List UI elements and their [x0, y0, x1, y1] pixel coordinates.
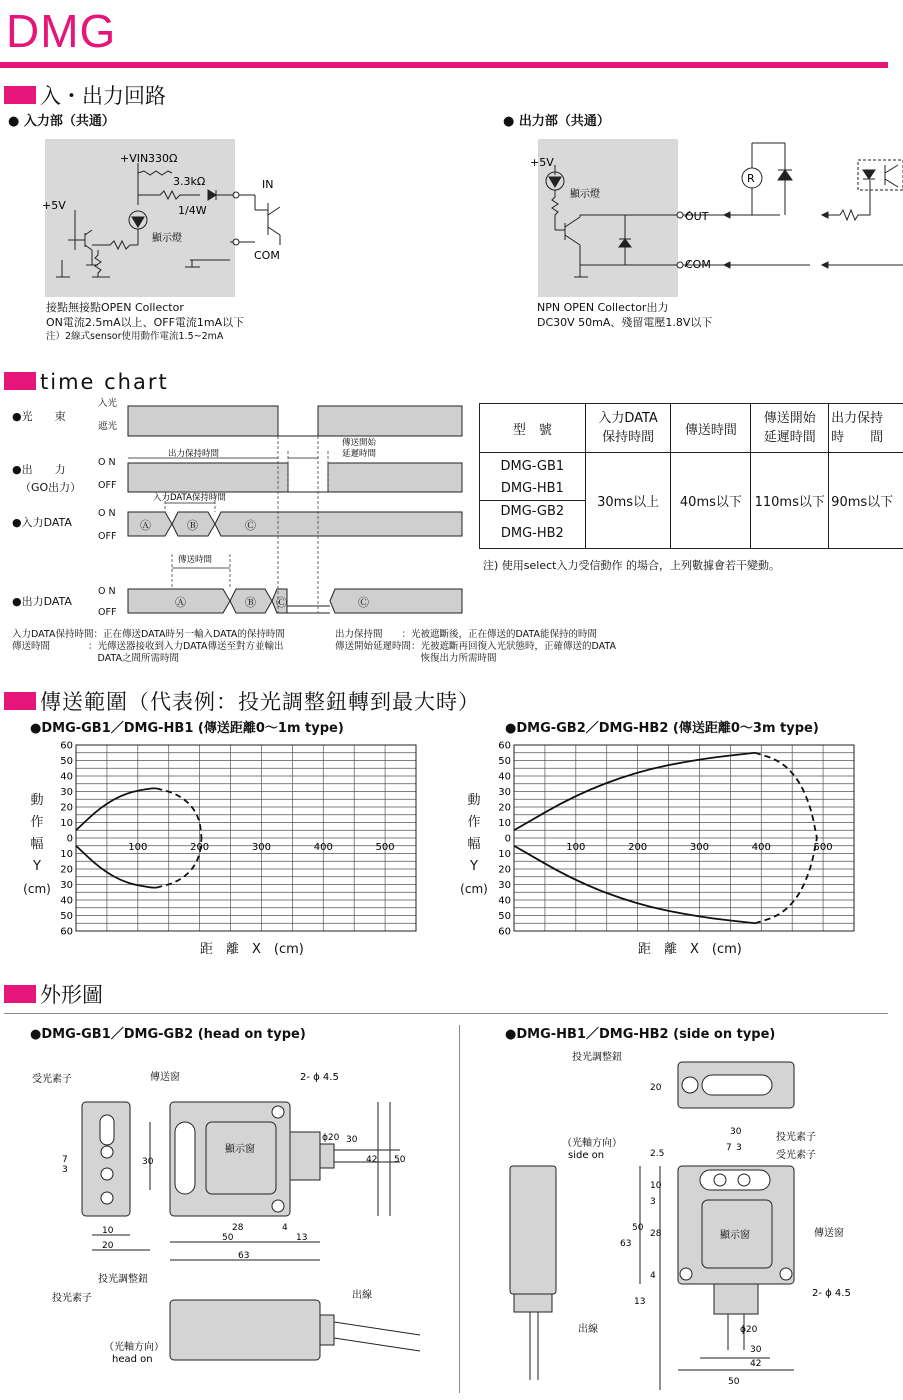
out-label-lamp: 顯示燈 [570, 189, 600, 200]
tc-mark-c3: Ⓒ [358, 596, 369, 609]
timechart-waveforms [120, 396, 470, 618]
ol-dim-50b: 50 [394, 1155, 406, 1165]
y-tick-label: 40 [498, 771, 511, 783]
y-tick-label: 60 [60, 926, 73, 938]
spec-header-delay: 傳送開始 延遲時間 [751, 404, 829, 453]
outline-right-title: ●DMG-HB1／DMG-HB2 (side on type) [505, 1027, 776, 1042]
outline-left-title: ●DMG-GB1／DMG-GB2 (head on type) [30, 1027, 306, 1042]
section-marker [4, 372, 36, 390]
ol-dim-phi20: ϕ20 [322, 1133, 340, 1143]
label-vin: +VIN [120, 152, 149, 165]
or-label-disp: 顯示窗 [720, 1230, 750, 1241]
tc-legend-right-3: 恢復出力所需時間 [335, 653, 497, 664]
x-tick-label: 400 [313, 842, 333, 853]
input-circuit-diagram [40, 135, 340, 305]
output-circuit-heading: ● 出力部（共通） [503, 114, 610, 129]
or-dim-13: 13 [634, 1297, 646, 1307]
input-circuit-heading: ● 入力部（共通） [8, 114, 115, 129]
or-dim-4: 4 [650, 1271, 656, 1281]
chart2-ylabel-3: 幅 [467, 837, 481, 852]
or-label-axis1: （光軸方向） [562, 1138, 622, 1149]
chart2-ylabel-5: (cm) [460, 882, 488, 896]
y-tick-label: 40 [60, 895, 73, 907]
tc-legend-left-2: 傳送時間 ：光傳送器接收到入力DATA傳送至對方並輸出 [12, 641, 284, 652]
y-tick-label: 10 [498, 849, 511, 860]
spec-model-1: DMG-GB1 [500, 459, 565, 474]
label-r33k: 3.3kΩ [173, 175, 206, 188]
spec-header-outhold: 出力保持 時 間 [829, 404, 903, 453]
tc-beam-hi: 入光 [98, 398, 118, 409]
or-label-window: 傳送窗 [814, 1228, 844, 1239]
spec-header-send: 傳送時間 [671, 404, 751, 453]
x-tick-label: 400 [751, 842, 771, 853]
spec-model-2: DMG-HB1 [500, 481, 564, 496]
y-tick-label: 60 [60, 740, 73, 752]
y-tick-label: 20 [60, 864, 73, 876]
x-tick-label: 500 [375, 842, 395, 853]
x-tick-label: 200 [190, 842, 210, 853]
tc-ann-delay1: 傳送開始 [342, 438, 377, 448]
or-dim-20: 20 [650, 1083, 662, 1093]
or-dim-30: 30 [730, 1127, 742, 1137]
out-label-plus5v: +5V [530, 156, 554, 169]
chart-grid [514, 745, 854, 931]
y-tick-label: 30 [498, 880, 511, 891]
section-outline-heading [4, 979, 103, 1009]
y-tick-label: 50 [60, 756, 73, 767]
y-tick-label: 50 [60, 911, 73, 922]
tc-ann-datahold: 入力DATA保持時間 [153, 493, 226, 503]
y-tick-label: 30 [60, 787, 73, 798]
ol-dim-30: 30 [142, 1157, 154, 1167]
page-title: DMG [6, 5, 117, 57]
tc-legend-right-2: 傳送開始延遲時間：光被遮斷再回復入光狀態時，正確傳送的DATA [335, 641, 616, 652]
y-tick-label: 40 [498, 895, 511, 907]
label-watt: 1/4W [178, 204, 207, 217]
y-tick-label: 10 [498, 818, 511, 829]
range-chart-1 [50, 738, 430, 938]
output-note-1: NPN OPEN Collector出力 [537, 301, 669, 314]
spec-value-outhold: 90ms以下 [829, 453, 903, 549]
ol-label-axis1: （光軸方向） [104, 1342, 164, 1353]
chart2-title: ●DMG-GB2／DMG-HB2 (傳送距離0～3m type) [505, 721, 819, 736]
tc-mark-b: Ⓑ [187, 519, 198, 532]
tc-outdata-hi: O N [98, 586, 116, 597]
spec-table [479, 403, 903, 549]
output-circuit-diagram [530, 135, 903, 305]
or-label-cable: 出線 [578, 1324, 598, 1335]
or-dim-63: 63 [620, 1239, 632, 1249]
tc-output-lo: OFF [98, 480, 117, 491]
spec-header-hold: 入力DATA 保持時間 [585, 404, 671, 453]
or-dim-42: 42 [750, 1359, 762, 1369]
tc-row-output: ●出 力 [12, 463, 66, 476]
ol-label-axis2: head on [112, 1354, 153, 1365]
ol-dim-63: 63 [238, 1251, 250, 1261]
outline-divider [459, 1025, 460, 1393]
section-outline-title: 外形圖 [40, 983, 103, 1007]
input-note-3: 注）2線式sensor使用動作電流1.5~2mA [46, 331, 224, 342]
tc-mark-c: Ⓒ [245, 519, 256, 532]
ol-dim-7: 7 [62, 1155, 68, 1165]
label-r330: 330Ω [148, 152, 178, 165]
tc-outdata-lo: OFF [98, 607, 117, 618]
label-plus5v: +5V [42, 199, 66, 212]
or-dim-30b: 30 [750, 1345, 762, 1355]
y-tick-label: 0 [504, 833, 511, 845]
tc-legend-left-1: 入力DATA保持時間：正在傳送DATA時另一輸入DATA的保持時間 [12, 629, 285, 640]
input-note-1: 接點無接點OPEN Collector [46, 301, 184, 314]
x-tick-label: 200 [628, 842, 648, 853]
ol-label-knob: 投光調整鈕 [98, 1274, 148, 1285]
ol-dim-4: 4 [282, 1223, 288, 1233]
section-marker [4, 86, 36, 104]
y-tick-label: 20 [498, 802, 511, 814]
ol-dim-3: 3 [62, 1165, 68, 1175]
spec-models-cell [480, 453, 586, 549]
section-io-title: 入・出力回路 [40, 84, 166, 108]
ol-label-window: 傳送窗 [150, 1072, 180, 1083]
y-tick-label: 60 [498, 740, 511, 752]
chart1-ylabel-1: 動 [30, 793, 44, 808]
tc-mark-b2: Ⓑ [245, 596, 256, 609]
series-line-0 [76, 788, 156, 830]
ol-label-emit: 投光素子 [52, 1293, 92, 1304]
outline-left-drawing [20, 1060, 450, 1395]
tc-mark-c2: Ⓒ [276, 596, 287, 609]
spec-model-4: DMG-HB2 [500, 526, 564, 541]
series-line-1 [755, 753, 817, 838]
tc-legend-right [335, 629, 665, 665]
header-rule [0, 62, 888, 68]
spec-model-3: DMG-GB2 [480, 500, 585, 523]
out-label-r: R [747, 172, 755, 185]
ol-dim-42: 42 [366, 1155, 378, 1165]
chart2-xlabel: 距 離 X (cm) [638, 942, 742, 957]
spec-header-model: 型 號 [480, 404, 586, 453]
out-label-out: OUT [685, 210, 709, 223]
spec-note: 注) 使用select入力受信動作 的場合，上列數據會若干變動。 [483, 559, 780, 572]
or-dim-50b: 50 [728, 1377, 740, 1387]
outline-right-drawing [470, 1040, 900, 1395]
or-dim-50: 50 [632, 1223, 644, 1233]
ol-label-recv: 受光素子 [32, 1074, 72, 1085]
ol-label-hole: 2- ϕ 4.5 [300, 1072, 339, 1083]
label-lamp: 顯示燈 [152, 233, 182, 244]
y-tick-label: 30 [498, 787, 511, 798]
y-tick-label: 50 [498, 756, 511, 767]
outline-rule [4, 1013, 888, 1014]
or-dim-25: 2.5 [650, 1149, 665, 1159]
range-chart-2 [488, 738, 868, 938]
y-tick-label: 30 [60, 880, 73, 891]
tc-indata-lo: OFF [98, 531, 117, 542]
ol-dim-10: 10 [102, 1226, 114, 1236]
tc-mark-a: Ⓐ [140, 519, 151, 532]
label-com: COM [254, 249, 280, 262]
y-tick-label: 10 [60, 849, 73, 860]
or-dim-3b: 3 [650, 1197, 656, 1207]
chart2-ylabel-1: 動 [467, 793, 481, 808]
ol-dim-20: 20 [102, 1241, 114, 1251]
chart2-ylabel [459, 790, 489, 900]
section-range-heading [4, 686, 480, 716]
or-dim-3: 3 [736, 1143, 742, 1153]
spec-value-delay: 110ms以下 [751, 453, 829, 549]
section-marker [4, 985, 36, 1003]
tc-indata-hi: O N [98, 508, 116, 519]
tc-beam-lo: 遮光 [98, 421, 118, 432]
tc-row-indata: ●入力DATA [12, 516, 72, 529]
out-label-com: COM [685, 258, 711, 271]
ol-dim-30b: 30 [346, 1135, 358, 1145]
or-dim-phi20: ϕ20 [740, 1325, 758, 1335]
or-label-hole: 2- ϕ 4.5 [812, 1288, 851, 1299]
y-tick-label: 60 [498, 926, 511, 938]
ol-dim-28: 28 [232, 1223, 244, 1233]
ol-dim-13: 13 [296, 1233, 308, 1243]
chart1-ylabel-3: 幅 [30, 837, 44, 852]
y-tick-label: 0 [66, 833, 73, 845]
tc-legend-left [12, 629, 342, 665]
tc-ann-hold: 出力保持時間 [168, 449, 220, 459]
spec-value-hold: 30ms以上 [585, 453, 671, 549]
section-timechart-heading [4, 370, 169, 394]
section-range-title: 傳送範圍（代表例：投光調整鈕轉到最大時） [40, 690, 480, 714]
or-label-recv: 受光素子 [776, 1150, 816, 1161]
y-tick-label: 20 [60, 802, 73, 814]
chart1-ylabel-4: Y [33, 859, 41, 874]
or-label-knob: 投光調整鈕 [572, 1052, 622, 1063]
y-tick-label: 20 [498, 864, 511, 876]
ol-dim-50: 50 [222, 1233, 234, 1243]
y-tick-label: 50 [498, 911, 511, 922]
chart2-ylabel-4: Y [470, 859, 478, 874]
input-note-2: ON電流2.5mA以上、OFF電流1mA以下 [46, 316, 245, 329]
tc-row-outdata: ●出力DATA [12, 595, 72, 608]
spec-value-send: 40ms以下 [671, 453, 751, 549]
tc-legend-right-1: 出力保持間 ：光被遮斷後，正在傳送的DATA能保持的時間 [335, 629, 597, 640]
chart1-ylabel-2: 作 [30, 815, 44, 830]
or-dim-7: 7 [726, 1143, 732, 1153]
x-tick-label: 100 [566, 842, 586, 853]
x-tick-label: 300 [689, 842, 710, 853]
section-timechart-title: time chart [40, 370, 169, 394]
tc-mark-a2: Ⓐ [175, 596, 186, 609]
tc-ann-send: 傳送時間 [178, 555, 213, 565]
section-io-heading [4, 80, 166, 110]
label-in: IN [262, 178, 274, 191]
y-tick-label: 40 [60, 771, 73, 783]
x-tick-label: 100 [128, 842, 148, 853]
chart1-title: ●DMG-GB1／DMG-HB1 (傳送距離0～1m type) [30, 721, 344, 736]
chart1-xlabel: 距 離 X (cm) [200, 942, 304, 957]
tc-ann-delay2: 延遲時間 [342, 449, 377, 459]
chart-grid [76, 745, 416, 931]
tc-legend-left-3: DATA之間所需時間 [12, 653, 179, 664]
y-tick-label: 10 [60, 818, 73, 829]
chart1-ylabel [22, 790, 52, 900]
output-note-2: DC30V 50mA、殘留電壓1.8V以下 [537, 316, 713, 329]
x-tick-label: 300 [251, 842, 272, 853]
or-label-axis2: side on [568, 1150, 605, 1161]
spec-table-wrap [479, 403, 903, 549]
or-dim-10: 10 [650, 1181, 662, 1191]
chart2-ylabel-2: 作 [467, 815, 481, 830]
section-marker [4, 692, 36, 710]
or-label-emit: 投光素子 [776, 1132, 816, 1143]
tc-row-beam: ●光 束 [12, 410, 66, 423]
ol-label-cable: 出線 [352, 1290, 372, 1301]
ol-label-disp: 顯示窗 [225, 1144, 255, 1155]
tc-row-output-sub: （GO出力） [20, 481, 82, 494]
x-tick-label: 500 [813, 842, 833, 853]
tc-output-hi: O N [98, 457, 116, 468]
or-dim-28: 28 [650, 1229, 662, 1239]
chart1-ylabel-5: (cm) [23, 882, 51, 896]
